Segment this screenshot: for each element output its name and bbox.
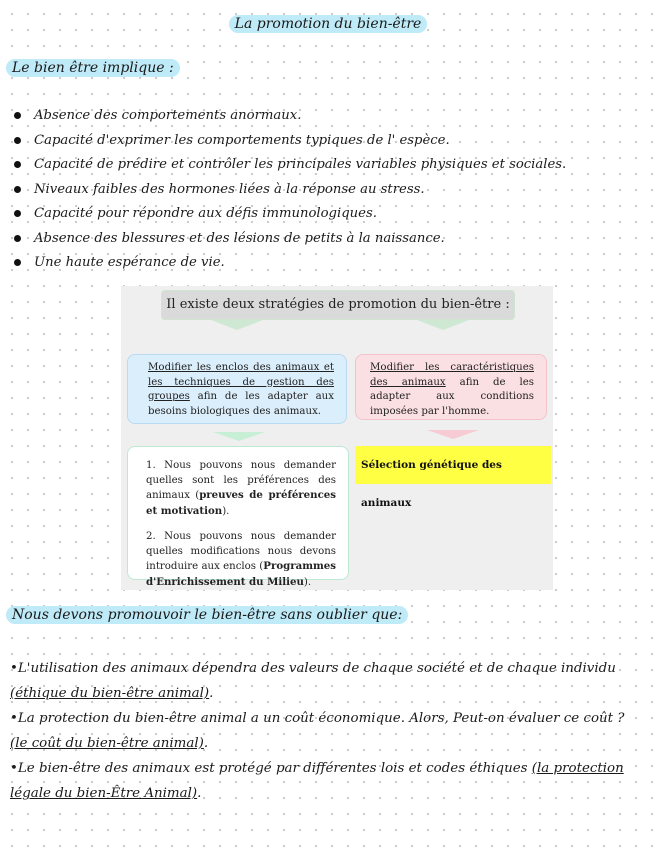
section-heading-promouvoir (6, 607, 408, 623)
note-item (10, 706, 640, 756)
note-item (10, 756, 640, 806)
section-heading-implique (6, 60, 180, 76)
list-item-text: Absence des blessures et des lésions de petits à la naissance. (34, 230, 445, 246)
list-item-text: Niveaux faibles des hormones liées à la réponse au stress. (34, 181, 425, 197)
list-item (14, 178, 644, 203)
page-title (0, 16, 656, 32)
step-1-end: ). (222, 505, 230, 517)
list-item-text: Une haute espérance de vie. (34, 255, 225, 270)
list-item-text: Capacité de prédire et contrôler les principales variables physiques et sociales. (34, 157, 567, 172)
list-item (14, 129, 644, 154)
step-1-text: 1. Nous pouvons nous demander quelles sont les préférences des animaux ( (146, 460, 336, 501)
list-item (14, 227, 644, 252)
list-item-text: Capacité pour répondre aux défis immunologiques. (34, 206, 377, 221)
list-item (14, 251, 644, 276)
strategy-enclos-text: afin de les adapter aux besoins biologiques des animaux. (148, 391, 334, 417)
bullet-icon (14, 186, 21, 193)
bullet-icon (14, 137, 21, 144)
strategies-diagram (121, 286, 553, 590)
list-item (14, 104, 644, 129)
list-item (14, 153, 644, 178)
page-title-text: La promotion du bien-être (229, 15, 428, 33)
note-text: Le bien-être des animaux est protégé par différentes lois et codes éthiques (17, 761, 532, 776)
note-end: . (203, 736, 209, 751)
note-text: La protection du bien-être animal a un coût économique. Alors, Peut-on évaluer ce coût ? (17, 711, 625, 726)
list-item-text: Capacité d'exprimer les comportements typiques de l' espèce. (34, 132, 450, 148)
diagram-title: Il existe deux stratégies de promotion du bien-être : (161, 290, 515, 320)
bullet-list (14, 104, 644, 276)
step-1 (146, 459, 336, 519)
section-heading-text: Nous devons promouvoir le bien-être sans oublier que: (6, 606, 408, 624)
section-heading-text: Le bien être implique : (6, 59, 180, 77)
bullet-icon (14, 161, 21, 168)
note-item (10, 656, 640, 706)
step-2-text: 2. Nous pouvons nous demander quelles modifications nous devons introduire aux enclos ( (146, 531, 336, 572)
bullet-icon (14, 210, 21, 217)
arrow-down-icon (427, 430, 479, 439)
notes-list (10, 656, 640, 806)
note-underlined: (la protection légale du bien-Être Animal) (10, 761, 624, 801)
list-item (14, 202, 644, 227)
bullet-icon (14, 259, 21, 266)
step-2 (146, 530, 336, 590)
bullet-icon (14, 235, 21, 242)
arrow-down-icon (213, 432, 265, 441)
step-1-bold: preuves de préférences et motivation (146, 489, 336, 517)
bullet-icon: • (10, 711, 18, 726)
list-item-text: Absence des comportements anormaux. (34, 108, 302, 123)
step-2-end: ). (303, 576, 312, 588)
strategy-box-enclos (127, 354, 347, 424)
bullet-icon (14, 112, 21, 119)
strategy-steps-box (127, 446, 349, 588)
note-underlined: (éthique du bien-être animal) (10, 686, 210, 701)
strategy-animaux-title: Modifier les caractéristiques des animaux (370, 362, 534, 388)
strategy-animaux-text: afin de les adapter aux conditions imposées par l'homme. (370, 376, 535, 417)
strategy-enclos-title: Modifier les enclos des animaux et les techniques de gestion des groupes (148, 362, 334, 402)
selection-genetique-box: Sélection génétique des animaux (355, 446, 551, 484)
note-end: . (209, 686, 214, 701)
note-text: L'utilisation des animaux dépendra des valeurs de chaque société et de chaque individu (17, 661, 616, 676)
note-underlined: (le coût du bien-être animal) (10, 736, 204, 751)
arrow-down-icon (211, 320, 263, 330)
bullet-icon: • (10, 761, 18, 776)
bullet-icon: • (10, 661, 18, 676)
arrow-down-icon (417, 320, 469, 330)
step-2-bold: Programmes d'Enrichissement du Milieu (146, 560, 336, 588)
note-end: . (197, 786, 202, 801)
strategy-box-animaux (355, 354, 547, 420)
